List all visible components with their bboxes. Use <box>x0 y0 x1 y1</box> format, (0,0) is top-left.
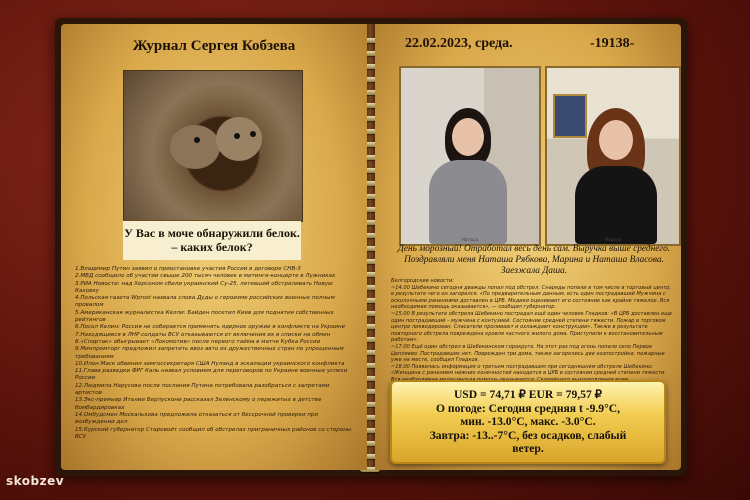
caption-line-1: У Вас в моче обнаружили белок. <box>124 226 300 240</box>
person-face <box>452 118 484 156</box>
news-item: 8.«Спартак» обыгрывает «Локомотив» после первого тайма в матче Кубка России <box>75 338 321 345</box>
news-item: 13.Экс-премьер Италии Берлускони рассказал Зеленскому о пережитых в детстве бомбардировках <box>75 397 322 411</box>
weather-line: Завтра: -13..-7°C, без осадков, слабый <box>429 428 627 442</box>
news-item: 9.Минпромторг предложил запретить ввоз авто из дружественных стран по упрощенным требованиям <box>75 346 344 360</box>
info-plate <box>390 380 666 464</box>
news-item: 4.Польская газета Wprost назвала слова Дуды о героизме российских военных полным провалом <box>75 295 335 309</box>
belgorod-news-item: ~18.00 Появилась информация о третьем пострадавшем при сегодняшнем обстреле Шебекино: «Женщина с ранением нижних конечностей находится в ЦРБ в состоянии средней степени тяжести. <box>391 363 667 377</box>
news-item: 14.Омбудсмен Москалькова предложила отказаться от бессрочной проверки при возбуждении дел <box>75 411 319 426</box>
journal-title: Журнал Сергея Кобзева <box>132 38 296 54</box>
wall-picture <box>553 94 587 138</box>
caption-line-2: – каких белок? <box>171 240 253 254</box>
squirrel-photo <box>123 70 303 222</box>
entry-date: 22.02.2023, среда. <box>405 36 513 51</box>
news-item: 3.РИА Новости: над Херсоном сбили украинский Су-25, летевший обстреливать Новую Каховку <box>75 280 333 294</box>
news-item: 1.Владимир Путин заявил о приостановке участия России в договоре СНВ-3 <box>75 266 301 272</box>
left-page <box>61 24 367 470</box>
news-item: 11.Глава разведки ФРГ Каль назвал условием для переговоров по Украине военные успехи России <box>75 368 348 382</box>
photo-natasha <box>399 66 541 246</box>
weather-line: мин. -13.0°C, макс. -3.0°C. <box>460 415 596 429</box>
belgorod-news-item: ~14.00 Шебекино сегодня дважды попал под обстрел. Снаряды попали в том числе в торговый центр, в результате чего он загорелся. «По предварительным данным, есть один пострадавший Мужчина с осколочными ранениями доставлен в ЦРБ. Медики оценивают его состояние как крайне тяжелое. Вся необходимая помощь оказывается», — сообщил губернатор. <box>391 284 671 311</box>
squirrel-right <box>216 117 262 161</box>
belgorod-news-item: ~15.00 В результате обстрела Шебекино пострадал ещё один человек Гладков: «В ЦРБ доставлен еще один пострадавший – мужчина с контузией. Состояние средней степени тяжести. Пожар в торговом центре ликвидирован. Спасатели проливают и охлаждают конструкции». Также в результате повторного обстрела повреждена кровля частного жилого дома. Приступили к восстановительным работам». <box>391 310 673 344</box>
news-item: 2.МВД сообщило об участии свыше 200 тысяч человек в митинге-концерте в Лужниках <box>75 273 336 280</box>
news-item: 6.Посол Келин: Россия не собирается применять ядерное оружие в конфликте на Украине <box>75 324 346 331</box>
belgorod-news-heading: Белгородские новости: <box>391 278 454 284</box>
news-item: 5.Американская журналистка Келли: Байден посетил Киев для поднятия собственных рейтингов <box>75 309 334 324</box>
news-item: 10.Илон Маск обвинил замгоссекретаря США Нуланд в эскалации украинского конфликта <box>75 360 345 367</box>
squirrel-eye <box>234 133 240 139</box>
entry-number: -19138- <box>590 36 635 51</box>
squirrel-eye <box>194 137 200 143</box>
squirrel-eye <box>250 131 256 137</box>
photo-label: Наташа <box>461 237 479 242</box>
person-sweater <box>429 160 507 244</box>
news-list <box>75 266 357 441</box>
news-item: 12.Людмила Нарусова после послания Путина потребовала разобраться с запретами артистов <box>75 382 330 397</box>
photo-label: Марина <box>604 237 622 242</box>
news-item: 7.Находящиеся в ЛНР солдаты ВСУ отказываются от включения их в списки на обмен <box>75 331 331 338</box>
news-item: 15.Курский губернатор Старовойт сообщил об обстрелах приграничных районов со стороны ВСУ <box>75 426 352 440</box>
weather-line: О погоде: Сегодня средняя t -9.9°C, <box>435 401 620 415</box>
currency-rates: USD = 74,71 ₽ EUR = 79,57 ₽ <box>453 388 603 401</box>
photo-caption <box>123 220 301 260</box>
watermark: skobzev <box>6 474 65 488</box>
photo-marina <box>545 66 681 246</box>
day-summary: День морозный! Отработал весь день сам. Выручка выше среднего. Поздравляли меня Наташа Рябкова, Марина и Наташа Власова. Заезжала Даша. <box>397 244 671 276</box>
person-jacket <box>575 166 657 244</box>
person-face <box>599 120 633 160</box>
weather-line: ветер. <box>512 442 544 456</box>
squirrel-left <box>170 125 220 169</box>
belgorod-news-item: ~17.00 Ещё один обстрел в Шебекинском горокруге. На этот раз под огонь попало село Первое Цепляево. Пострадавших нет. Поврежден три дома, также загорелись две хозпостройки, пожарные уже на месте, сообщил Гладков. <box>391 343 665 364</box>
belgorod-news <box>391 278 673 390</box>
